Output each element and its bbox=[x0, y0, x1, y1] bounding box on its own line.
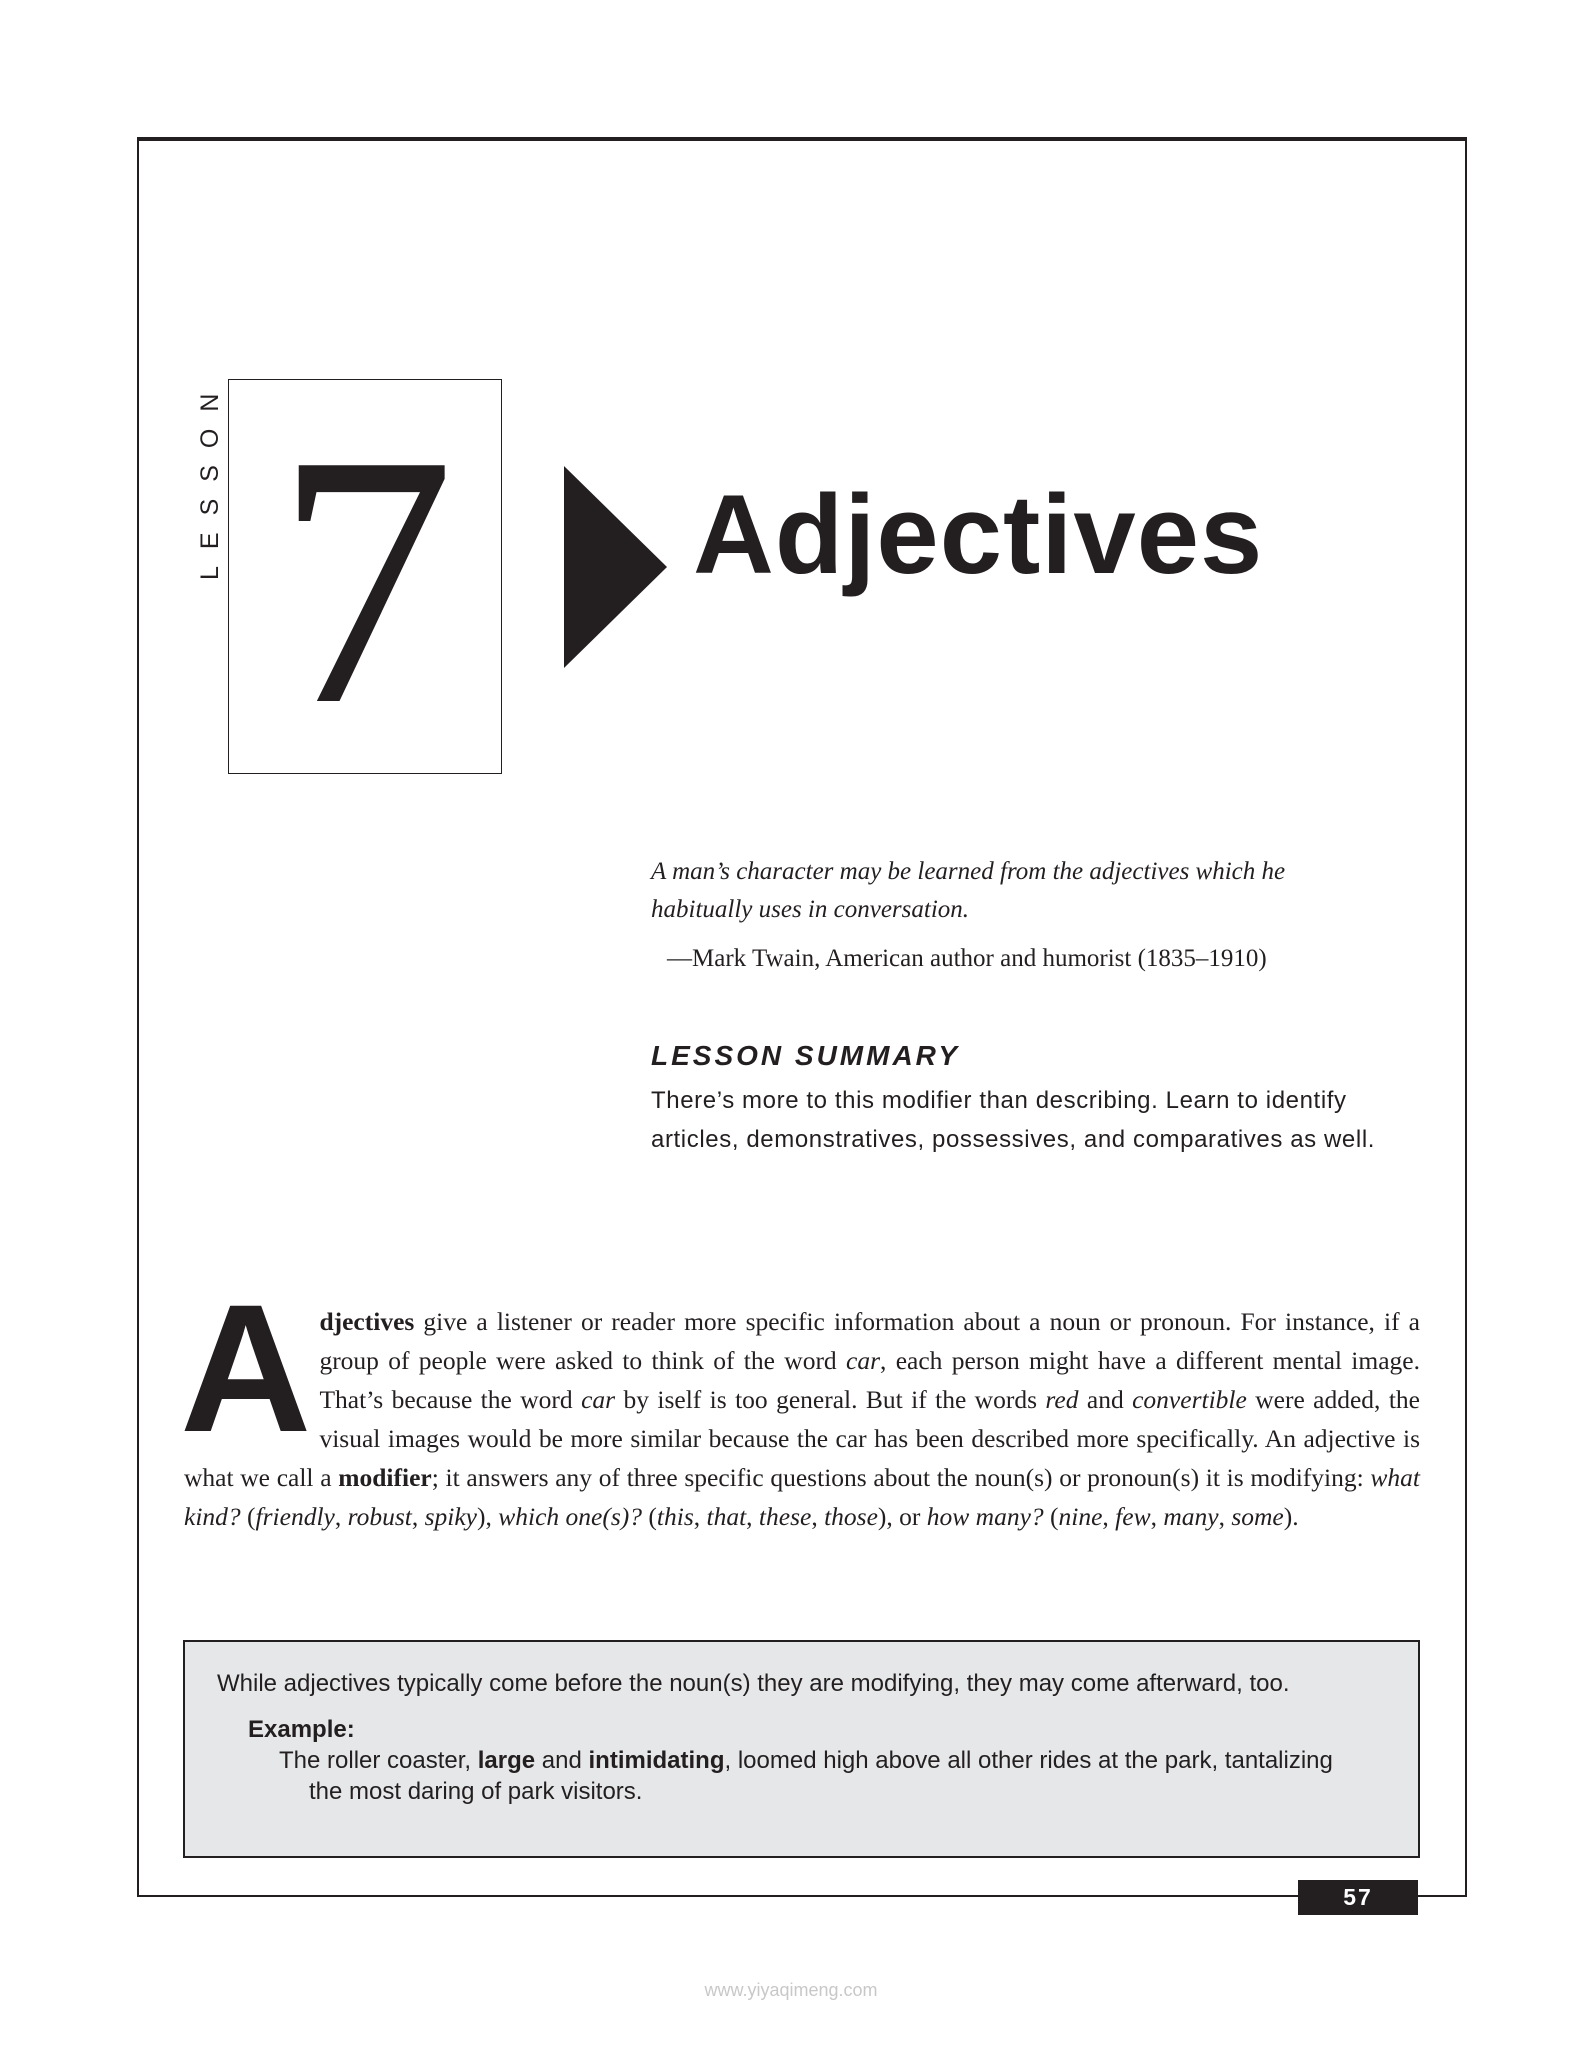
term-modifier: modifier bbox=[338, 1463, 432, 1492]
summary-text: There’s more to this modifier than describing. Learn to identify articles, demonstratives, possessives, and comparatives as well. bbox=[651, 1087, 1376, 1153]
lesson-title: Adjectives bbox=[693, 472, 1264, 597]
note-text: While adjectives typically come before the noun(s) they are modifying, they may come afterward, too. bbox=[217, 1670, 1290, 1697]
triangle-arrow-icon bbox=[564, 466, 667, 668]
note-box bbox=[183, 1640, 1420, 1858]
drop-cap: A bbox=[180, 1266, 312, 1470]
example-sentence: The roller coaster, large and intimidating, loomed high above all other rides at the park, tantalizing the most daring of park visitors. bbox=[279, 1747, 1333, 1805]
term-adjectives: djectives bbox=[319, 1307, 415, 1336]
epigraph-quote: A man’s character may be learned from the adjectives which he habitually uses in conversation. bbox=[651, 858, 1286, 923]
watermark: www.yiyaqimeng.com bbox=[704, 1980, 878, 2000]
summary-heading: LESSON SUMMARY bbox=[651, 1040, 961, 1071]
lesson-number: 7 bbox=[275, 380, 455, 779]
epigraph-attribution: —Mark Twain, American author and humorist (1835–1910) bbox=[667, 945, 1267, 972]
body-paragraph: Adjectives give a listener or reader more specific information about a noun or pronoun. For instance, if a group of people were asked to think of the word car, each person might have a different mental image. That’s because the word car by iself is too general. But if the words red and convertible were added, the visual images would be more similar because the car has been described more specifically. An adjective is what we call a modifier; it answers any of three specific questions about the noun(s) or pronoun(s) it is modifying: what kind? (friendly, robust, spiky), which one(s)? (this, that, these, those), or how many? (nine, few, many, some). bbox=[180, 1266, 1420, 1531]
example-label: Example: bbox=[248, 1716, 355, 1743]
page-number: 57 bbox=[1298, 1880, 1418, 1915]
lesson-label: LESSON bbox=[196, 376, 224, 580]
